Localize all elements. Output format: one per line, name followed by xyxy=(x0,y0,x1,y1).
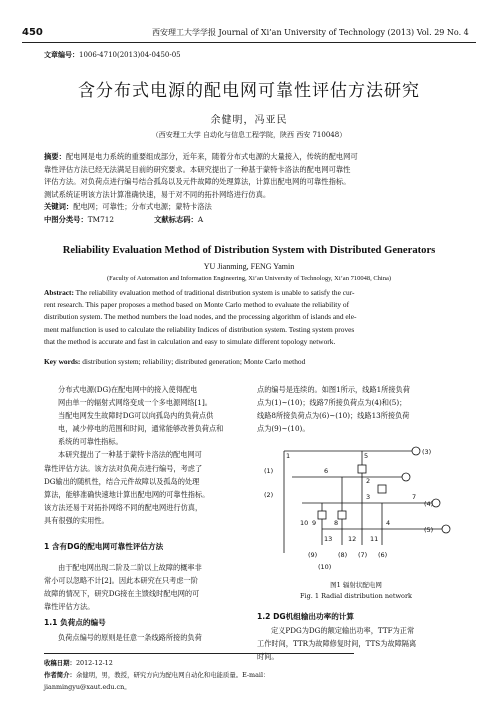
load-label: (7) xyxy=(358,551,368,559)
classification: 中图分类号：TM712 文献标志码：A xyxy=(44,214,204,224)
radial-network-figure xyxy=(262,445,452,575)
affiliation-cn: （西安理工大学 自动化与信息工程学院，陕西 西安 710048） xyxy=(151,131,347,139)
figure-caption-en: Fig. 1 Radial distribution network xyxy=(299,592,412,600)
branch-label: 7 xyxy=(412,493,417,501)
body-left-column-2: 由于配电网出现二阶及二阶以上故障的概率非 常小可以忽略不计[2]。因此本研究在只考虑一阶 故障的情况下，研究DG接在主馈线时配电网的可 靠性评估方法。 xyxy=(44,563,202,612)
load-label: (4) xyxy=(424,500,434,508)
affiliation-en: (Faculty of Automation and Information Engineering, Xi’an University of Technology, Xi’an 710048, China) xyxy=(106,275,392,282)
abstract-cn-line: 摘要：配电网是电力系统的重要组成部分，近年来，随着分布式电源的大量接入，传统的配电网可 xyxy=(44,152,358,161)
keywords-cn-label: 关键词： xyxy=(44,202,74,212)
branch-label: 9 xyxy=(312,519,317,527)
branch-label: 4 xyxy=(386,519,391,527)
authors-cn: 余健明，冯亚民 xyxy=(210,115,288,126)
paragraph: 本研究提出了一种基于蒙特卡洛法的配电网可 靠性评估方法。该方法对负荷点进行编号，考虑了 DG输出的随机性，结合元件故障以及孤岛的处理 算法，能够准确快速地计算出配电网的可靠性指标。 该方法还易于对拓扑网络不同的配电网进行仿真， 具有很强的实用性。 xyxy=(44,450,210,525)
branch-label: 10 xyxy=(300,519,309,527)
paper-title-en: Reliability Evaluation Method of Distribution System with Distributed Generators xyxy=(62,245,436,256)
branch-label: 5 xyxy=(364,452,369,460)
figure-caption-cn: 图1 辐射状配电网 xyxy=(330,581,382,589)
load-label: (5) xyxy=(424,526,434,534)
load-label: (8) xyxy=(338,551,348,559)
running-header xyxy=(22,24,476,43)
keywords-cn: 关键词：配电网；可靠性；分布式电源；蒙特卡洛法 xyxy=(44,202,212,212)
body-right-column: 点的编号是连续的。如图1所示，线路1所接负荷 点为(1)~(10)；线路7所接负荷点为(4)和(5)； 线路8所接负荷点为(6)~(10)；线路13所接负荷 点为(9)~(10)。 xyxy=(257,385,410,434)
body-left-column xyxy=(44,383,246,527)
authors-en: YU Jianming, FENG Yamin xyxy=(203,262,295,271)
abstract-cn xyxy=(44,151,454,227)
body-right-column-2: 定义PDG为DG的额定输出功率，TTF为正常 工作时间，TTR为故障修复时间，TTS为故障隔离 时间。 xyxy=(257,626,417,662)
load-label: (1) xyxy=(264,467,274,475)
abstract-cn-line: 评估方法。对负荷点进行编号结合孤岛以及元件故障的处理算法，计算出配电网的可靠性指标。 xyxy=(44,177,351,187)
article-number-value: 1006-4710(2013)04-0450-05 xyxy=(79,51,181,59)
branch-label: 1 xyxy=(286,452,291,460)
section-heading-1: 1 含有DG的配电网可靠性评估方法 xyxy=(44,542,164,551)
article-number xyxy=(44,50,181,60)
branch-label: 12 xyxy=(348,535,357,543)
body-left-column-3: 负荷点编号的原则是任意一条线路所接的负荷 xyxy=(58,633,202,642)
section-heading-1-1: 1.1 负荷点的编号 xyxy=(44,618,106,627)
branch-label: 8 xyxy=(334,519,339,527)
section-heading-1-2: 1.2 DG机组输出功率的计算 xyxy=(257,612,354,621)
paper-title-cn: 含分布式电源的配电网可靠性评估方法研究 xyxy=(78,81,420,101)
received-date: 收稿日期：2012-12-12 xyxy=(44,659,113,667)
page-number: 450 xyxy=(22,27,43,38)
abstract-cn-line: 靠性评估方法已经无法满足目前的研究要求。本研究提出了一种基于蒙特卡洛法的配电网可靠性 xyxy=(44,164,351,174)
load-label: (10) xyxy=(318,563,332,571)
footnote xyxy=(44,653,354,693)
abstract-en: Abstract: The reliability evaluation method of traditional distribution system is unable to satisfy the cur- rent research. This paper proposes a method based on Monte Carlo method to evaluate the reliability of distribution system. The method numbers the load nodes, and the processing algorithm of islands and ele- ment malfunction is used to calculate the reliability Indices of distribution system. Testing system proves that the method is accurate and fast in calculation and easy to simulate different topology network. xyxy=(44,288,357,346)
abstract-cn-line: 测试系统证明该方法计算准确快速，易于对不同的拓扑网络进行仿真。 xyxy=(44,189,271,199)
abstract-cn-label: 摘要： xyxy=(44,152,66,161)
branch-label: 6 xyxy=(324,467,329,475)
branch-label: 3 xyxy=(366,493,371,501)
article-number-label: 文章编号： xyxy=(44,51,79,59)
load-label: (9) xyxy=(308,551,318,559)
abstract-en-label: Abstract: xyxy=(44,288,74,297)
journal-name: 西安理工大学学报 Journal of Xi’an University of Technology (2013) Vol. 29 No. 4 xyxy=(152,28,469,37)
load-label: (6) xyxy=(378,551,388,559)
load-label: (3) xyxy=(422,448,432,456)
paragraph: 分布式电源(DG)在配电网中的接入使得配电 网由单一的辐射式网络变成一个多电源网络[1]。 当配电网发生故障时DG可以向孤岛内的负荷点供 电，减少停电的范围和时间，通常能够改善负荷点和 系统的可靠性指标。 xyxy=(58,385,224,447)
branch-label: 13 xyxy=(324,535,333,543)
branch-label: 11 xyxy=(370,535,379,543)
keywords-en: Key words: distribution system; reliability; distributed generation; Monte Carlo method xyxy=(44,357,306,366)
branch-label: 2 xyxy=(366,477,371,485)
author-bio: 作者简介：余健明，男，教授，研究方向为配电网自动化和电能质量。E-mail：jianmingyu@xaut.edu.cn。 xyxy=(44,671,270,691)
load-label: (2) xyxy=(264,491,274,499)
